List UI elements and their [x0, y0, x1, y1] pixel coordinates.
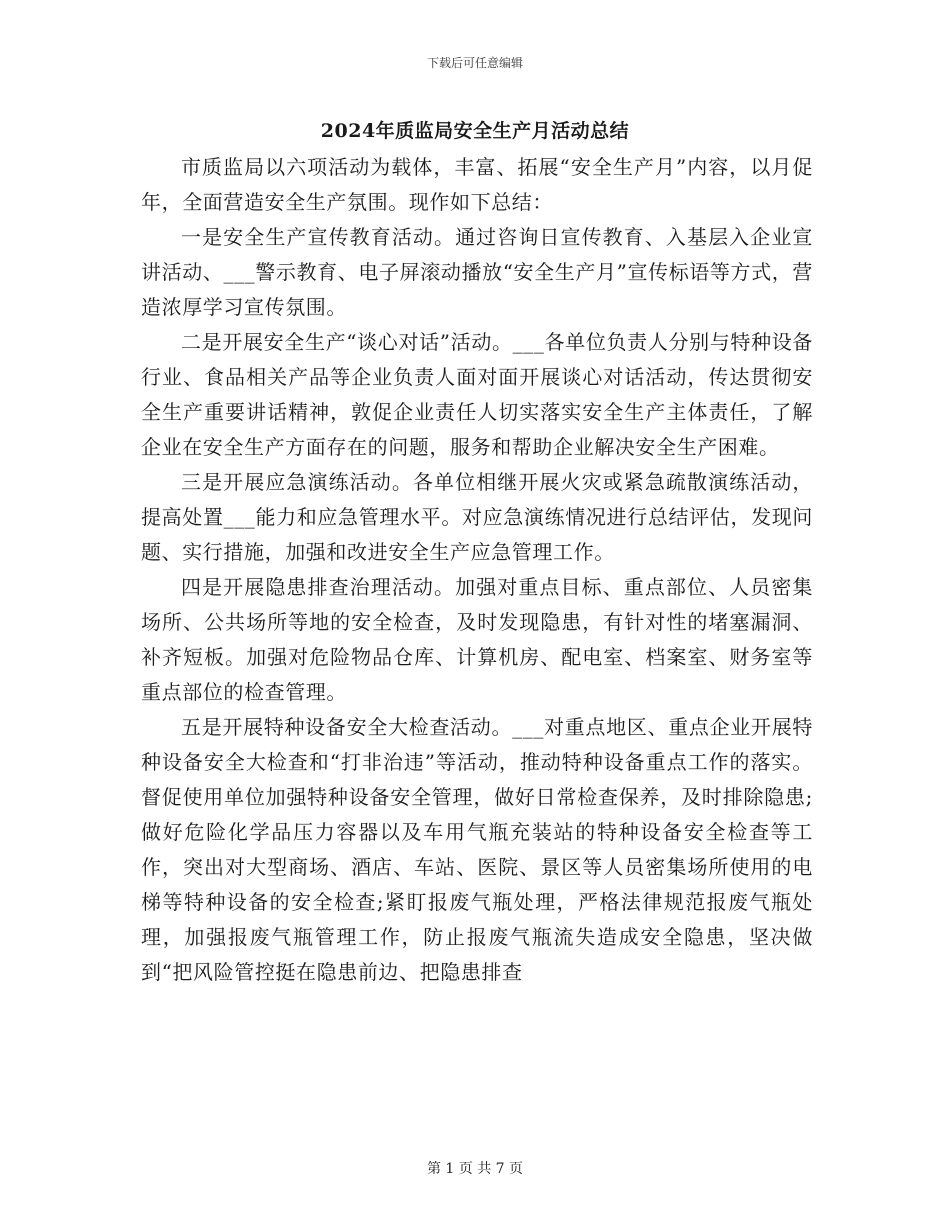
document-title: 2024年质监局安全生产月活动总结 [320, 120, 630, 142]
header-note: 下载后可任意编辑 [426, 56, 523, 70]
paragraph-item-2: 二是开展安全生产“谈心对话”活动。___各单位负责人分别与特种设备行业、食品相关产品等企业负责人面对面开展谈心对话活动，传达贯彻安全生产重要讲话精神，敦促企业责任人切实落实安全生产主体责任，了解企业在安全生产方面存在的问题，服务和帮助企业解决安全生产困难。 [141, 330, 813, 459]
paragraph-item-4: 四是开展隐患排查治理活动。加强对重点目标、重点部位、人员密集场所、公共场所等地的安全检查，及时发现隐患，有针对性的堵塞漏洞、补齐短板。加强对危险物品仓库、计算机房、配电室、档案室、财务室等重点部位的检查管理。 [141, 575, 813, 704]
paragraph-item-1: 一是安全生产宣传教育活动。通过咨询日宣传教育、入基层入企业宣讲活动、___警示教育、电子屏滚动播放“安全生产月”宣传标语等方式，营造浓厚学习宣传氛围。 [141, 225, 813, 319]
document-body [141, 150, 813, 990]
paragraph-item-3: 三是开展应急演练活动。各单位相继开展火灾或紧急疏散演练活动，提高处置___能力和应急管理水平。对应急演练情况进行总结评估，发现问题、实行措施，加强和改进安全生产应急管理工作。 [141, 470, 813, 564]
paragraph-item-5: 五是开展特种设备安全大检查活动。___对重点地区、重点企业开展特种设备安全大检查和“打非治违”等活动，推动特种设备重点工作的落实。督促使用单位加强特种设备安全管理，做好日常检查保养，及时排除隐患;做好危险化学品压力容器以及车用气瓶充装站的特种设备安全检查等工作，突出对大型商场、酒店、车站、医院、景区等人员密集场所使用的电梯等特种设备的安全检查;紧盯报废气瓶处理，严格法律规范报废气瓶处理，加强报废气瓶管理工作，防止报废气瓶流失造成安全隐患，坚决做到“把风险管控挺在隐患前边、把隐患排查 [141, 715, 813, 984]
paragraph-intro: 市质监局以六项活动为载体，丰富、拓展“安全生产月”内容，以月促年，全面营造安全生产氛围。现作如下总结： [141, 155, 813, 214]
page-number: 第 1 页 共 7 页 [426, 1161, 524, 1177]
